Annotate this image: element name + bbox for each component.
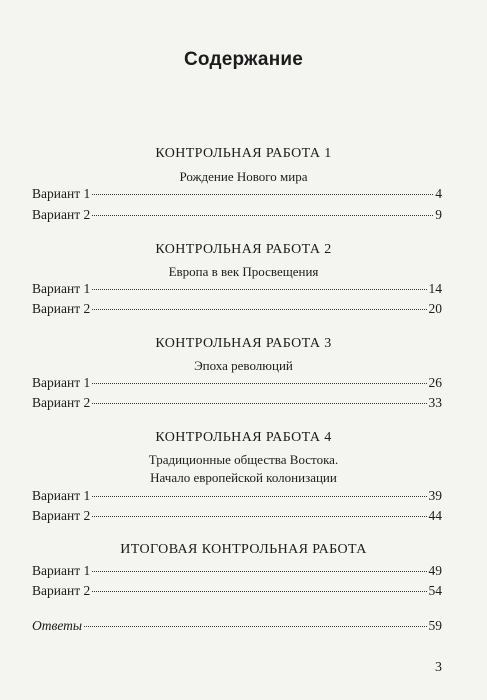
toc-entry-page: 9 xyxy=(435,207,442,222)
dot-leader xyxy=(92,214,433,216)
toc-entry[interactable] xyxy=(32,301,442,319)
toc-entry-page: 4 xyxy=(435,186,442,201)
toc-entry[interactable] xyxy=(32,281,442,299)
toc-entry-label: Вариант 1 xyxy=(32,375,91,390)
toc-entry-label: Вариант 2 xyxy=(32,395,91,410)
toc-entry-page: 54 xyxy=(428,583,442,598)
toc-entry[interactable] xyxy=(32,508,442,526)
toc-entry-page: 49 xyxy=(428,563,442,578)
dot-leader xyxy=(92,402,426,404)
toc-entry-label: Вариант 2 xyxy=(32,207,91,222)
toc-entry-label: Вариант 2 xyxy=(32,301,91,316)
toc-entry[interactable] xyxy=(32,207,442,225)
toc-entry-label: Вариант 1 xyxy=(32,186,91,201)
dot-leader xyxy=(92,590,426,592)
toc-entry[interactable] xyxy=(32,395,442,413)
section-heading: КОНТРОЛЬНАЯ РАБОТА 1 xyxy=(155,146,332,161)
toc-entry-page: 26 xyxy=(428,375,442,390)
toc-entry[interactable] xyxy=(32,186,442,204)
page-number: 3 xyxy=(435,660,442,675)
toc-entry[interactable] xyxy=(32,375,442,393)
dot-leader xyxy=(92,193,433,195)
section-subtitle: Традиционные общества Востока. xyxy=(148,452,339,467)
dot-leader xyxy=(92,570,426,572)
section-subtitle: Рождение Нового мира xyxy=(179,169,308,184)
toc-entry-label: Вариант 2 xyxy=(32,508,91,523)
section-subtitle: Начало европейской колонизации xyxy=(150,470,337,485)
toc-entry-label: Вариант 1 xyxy=(32,488,91,503)
toc-entry-label: Вариант 1 xyxy=(32,281,91,296)
dot-leader xyxy=(92,308,426,310)
section-heading: ИТОГОВАЯ КОНТРОЛЬНАЯ РАБОТА xyxy=(120,542,367,557)
toc-entry-page: 44 xyxy=(428,508,442,523)
section-heading: КОНТРОЛЬНАЯ РАБОТА 2 xyxy=(155,242,332,257)
toc-entry[interactable] xyxy=(32,583,442,601)
dot-leader xyxy=(92,288,426,290)
section-heading: КОНТРОЛЬНАЯ РАБОТА 3 xyxy=(155,336,332,351)
toc-entry-page: 20 xyxy=(428,301,442,316)
toc-entry-label: Вариант 2 xyxy=(32,583,91,598)
toc-entry-page: 39 xyxy=(428,488,442,503)
dot-leader xyxy=(92,515,426,517)
page-title: Содержание xyxy=(183,49,304,70)
toc-entry-page: 59 xyxy=(428,618,442,633)
section-heading: КОНТРОЛЬНАЯ РАБОТА 4 xyxy=(155,430,332,445)
dot-leader xyxy=(84,625,426,627)
toc-entry-answers[interactable] xyxy=(32,618,442,636)
dot-leader xyxy=(92,382,426,384)
dot-leader xyxy=(92,495,426,497)
toc-entry-label: Ответы xyxy=(32,618,83,633)
toc-entry-page: 33 xyxy=(428,395,442,410)
toc-entry-label: Вариант 1 xyxy=(32,563,91,578)
toc-entry-page: 14 xyxy=(428,281,442,296)
toc-entry[interactable] xyxy=(32,563,442,581)
section-subtitle: Эпоха революций xyxy=(194,358,293,373)
toc-entry[interactable] xyxy=(32,488,442,506)
section-subtitle: Европа в век Просвещения xyxy=(168,264,319,279)
